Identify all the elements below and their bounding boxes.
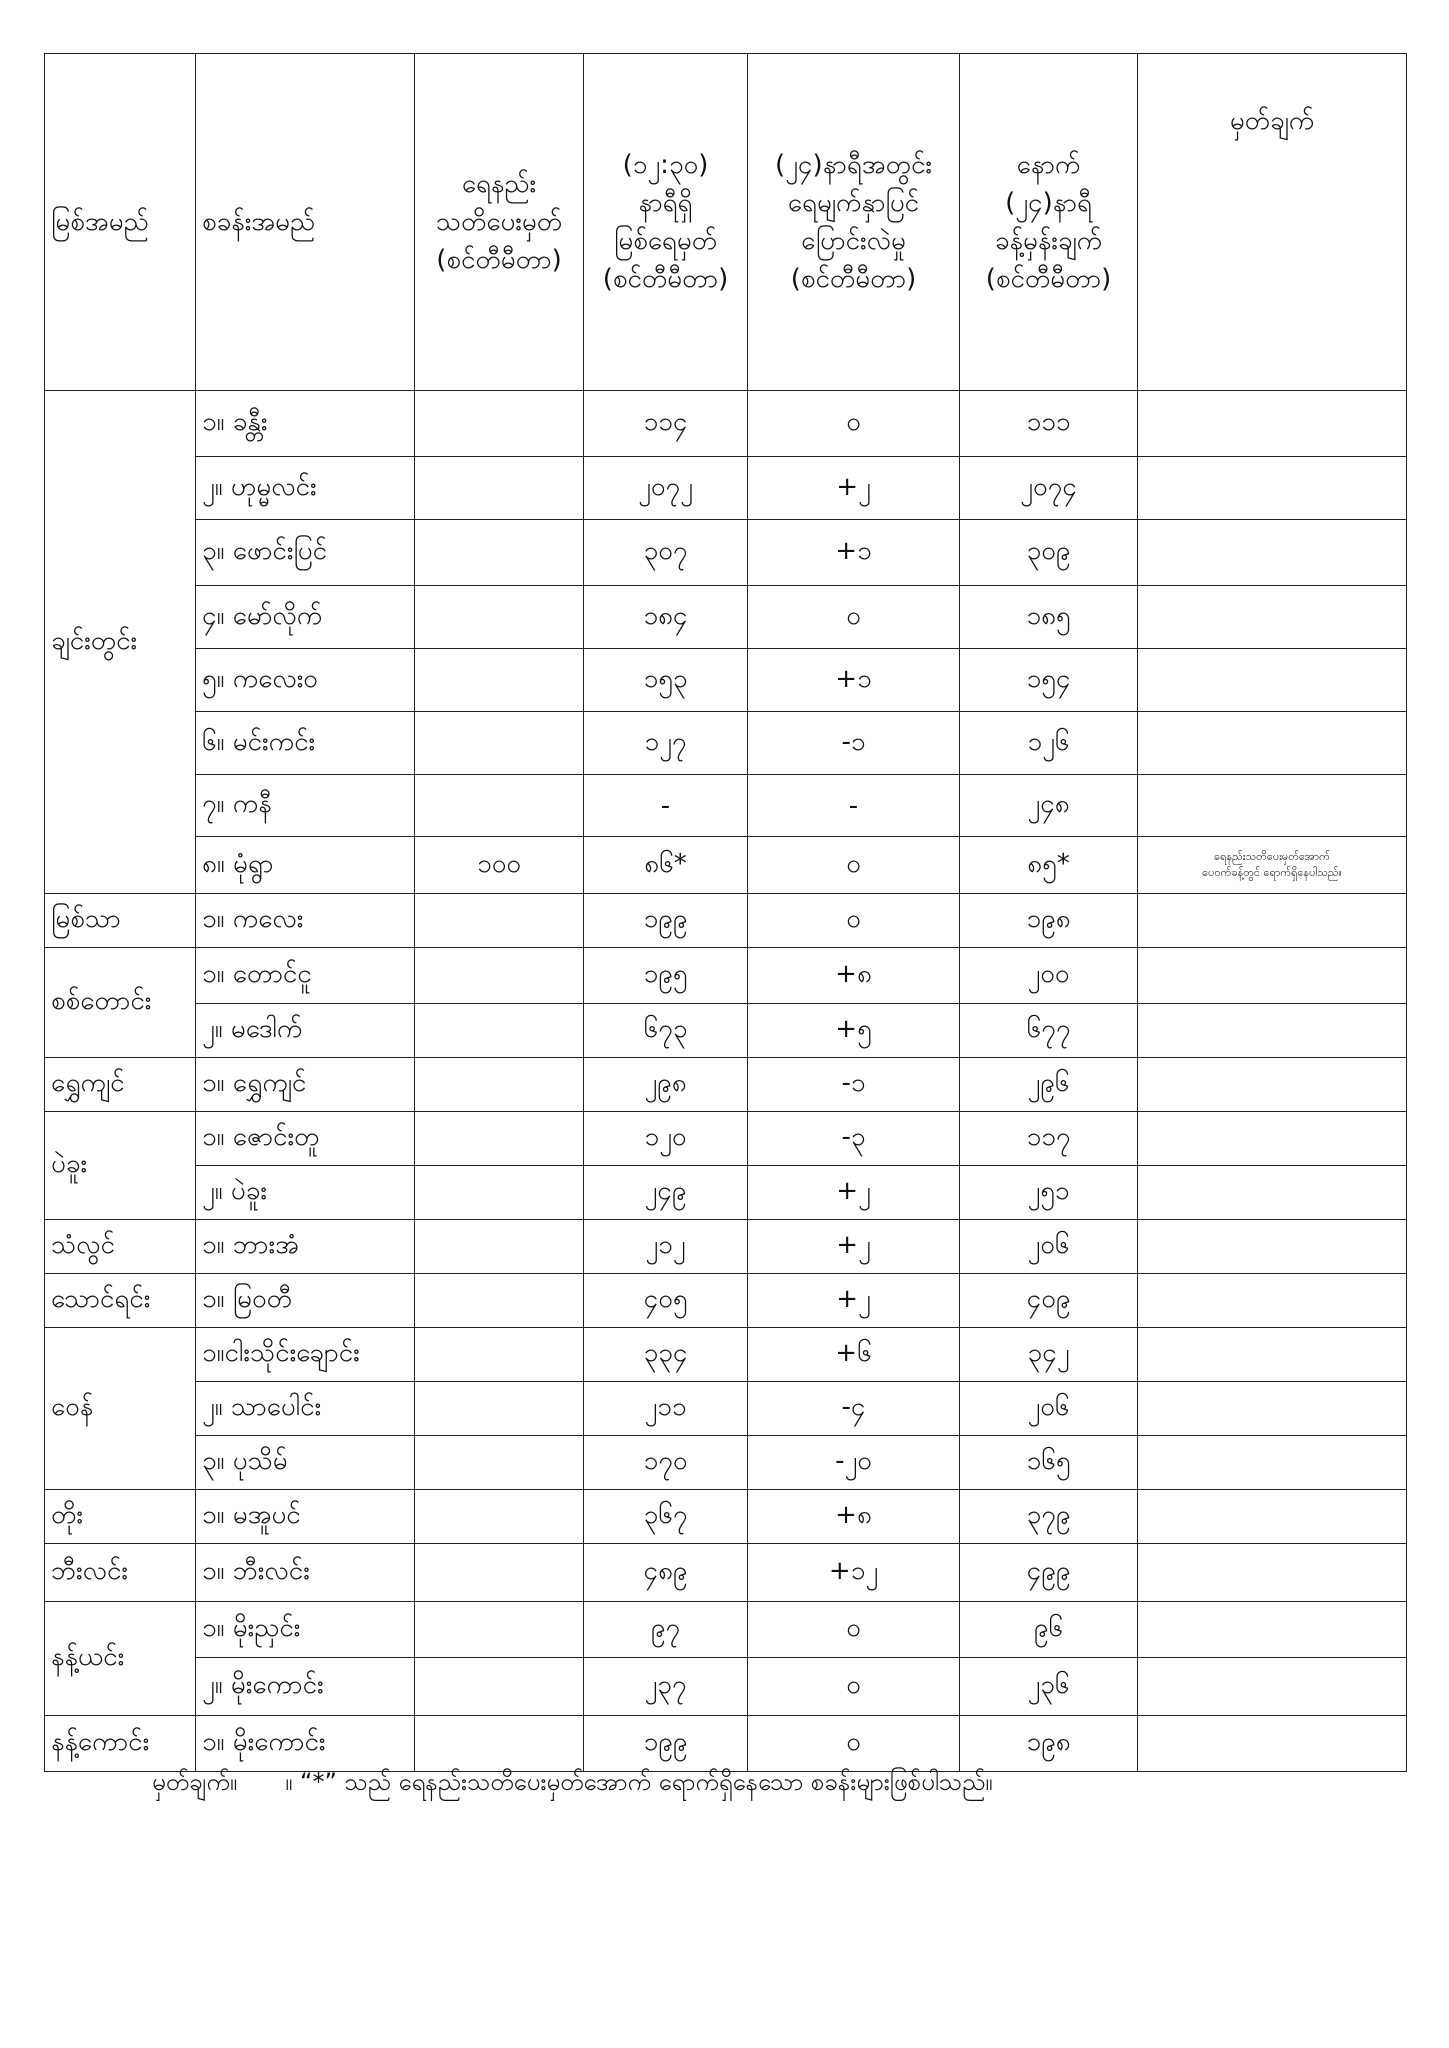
low-warning-value [415, 1544, 584, 1602]
remark-value [1138, 1058, 1407, 1112]
change-value: ၀ [748, 894, 960, 948]
remark-value [1138, 1544, 1407, 1602]
forecast-value: ၁၁၇ [960, 1112, 1138, 1166]
station-name: ၂။ ပဲခူး [196, 1166, 415, 1220]
footnote-label: မှတ်ချက်။ [152, 1768, 238, 1796]
low-warning-value [415, 586, 584, 649]
low-warning-value [415, 1328, 584, 1382]
change-value: +၈ [748, 948, 960, 1004]
water-level-value: ၄၀၅ [584, 1274, 748, 1328]
remark-value: ရေနည်းသတိပေးမှတ်အောက် ပေ၀က်ခန့်တွင် ရောက်ရှိနေပါသည်။ [1138, 837, 1407, 894]
forecast-value: ၂၀၀ [960, 948, 1138, 1004]
table-row [45, 1166, 1407, 1220]
table-row [45, 894, 1407, 948]
change-value: - [748, 775, 960, 837]
forecast-value: ၁၁၁ [960, 391, 1138, 457]
station-name: ၁။ မိုးကောင်း [196, 1716, 415, 1772]
station-name: ၁။ ကလေး [196, 894, 415, 948]
change-value: ၀ [748, 837, 960, 894]
table-row [45, 649, 1407, 712]
table-row [45, 1436, 1407, 1490]
header-low-warning-level: ရေနည်း သတိပေးမှတ် (စင်တီမီတာ) [415, 54, 584, 391]
river-level-table [44, 53, 1407, 1772]
forecast-value: ၄၉၉ [960, 1544, 1138, 1602]
forecast-value: ၉၆ [960, 1602, 1138, 1658]
table-row [45, 1220, 1407, 1274]
remark-value [1138, 1004, 1407, 1058]
forecast-value: ၂၀၆ [960, 1382, 1138, 1436]
change-value: +၂ [748, 1166, 960, 1220]
low-warning-value [415, 457, 584, 520]
table-row [45, 1658, 1407, 1716]
water-level-value: - [584, 775, 748, 837]
station-name: ၂။ မိုးကောင်း [196, 1658, 415, 1716]
forecast-value: ၁၅၄ [960, 649, 1138, 712]
low-warning-value [415, 649, 584, 712]
station-name: ၈။ မုံရွာ [196, 837, 415, 894]
change-value: ၀ [748, 1602, 960, 1658]
remark-value [1138, 1436, 1407, 1490]
change-value: ၀ [748, 1716, 960, 1772]
water-level-value: ၁၉၉ [584, 1716, 748, 1772]
station-name: ၁။ ခန္တီး [196, 391, 415, 457]
water-level-value: ၂၉၈ [584, 1058, 748, 1112]
remark-value [1138, 1274, 1407, 1328]
low-warning-value [415, 1490, 584, 1544]
low-warning-value: ၁၀၀ [415, 837, 584, 894]
forecast-value: ၁၂၆ [960, 712, 1138, 775]
change-value: +၂ [748, 1274, 960, 1328]
station-name: ၆။ မင်းကင်း [196, 712, 415, 775]
table-row [45, 1328, 1407, 1382]
table-header-row [45, 54, 1407, 391]
change-value: +၅ [748, 1004, 960, 1058]
station-name: ၂။ မဒေါက် [196, 1004, 415, 1058]
table-row [45, 948, 1407, 1004]
table-row [45, 837, 1407, 894]
low-warning-value [415, 1716, 584, 1772]
low-warning-value [415, 1602, 584, 1658]
water-level-value: ၂၀၇၂ [584, 457, 748, 520]
table-row [45, 1004, 1407, 1058]
remark-value [1138, 1490, 1407, 1544]
low-warning-value [415, 1004, 584, 1058]
remark-value [1138, 520, 1407, 586]
water-level-value: ၂၄၉ [584, 1166, 748, 1220]
water-level-value: ၁၉၅ [584, 948, 748, 1004]
low-warning-value [415, 1058, 584, 1112]
low-warning-value [415, 948, 584, 1004]
table-row [45, 1544, 1407, 1602]
forecast-value: ၆၇၇ [960, 1004, 1138, 1058]
remark-value [1138, 1220, 1407, 1274]
low-warning-value [415, 1436, 584, 1490]
water-level-value: ၁၇၀ [584, 1436, 748, 1490]
forecast-value: ၂၃၆ [960, 1658, 1138, 1716]
low-warning-value [415, 520, 584, 586]
forecast-value: ၂၄၈ [960, 775, 1138, 837]
table-row [45, 391, 1407, 457]
water-level-value: ၃၆၇ [584, 1490, 748, 1544]
water-level-value: ၃၃၄ [584, 1328, 748, 1382]
change-value: +၂ [748, 457, 960, 520]
river-name: ဝေန် [45, 1328, 196, 1490]
water-level-value: ၂၁၁ [584, 1382, 748, 1436]
river-name: စစ်တောင်း [45, 948, 196, 1058]
forecast-value: ၂၉၆ [960, 1058, 1138, 1112]
footnote [152, 1766, 993, 1802]
low-warning-value [415, 1274, 584, 1328]
remark-value [1138, 1658, 1407, 1716]
water-level-value: ၃၀၇ [584, 520, 748, 586]
table-row [45, 1382, 1407, 1436]
remark-value [1138, 1602, 1407, 1658]
table-row [45, 712, 1407, 775]
table-row [45, 1716, 1407, 1772]
header-24h-change: (၂၄)နာရီအတွင်း ရေမျက်နှာပြင် ပြောင်းလဲမှု (စင်တီမီတာ) [748, 54, 960, 391]
forecast-value: ၁၉၈ [960, 894, 1138, 948]
water-level-value: ၈၆* [584, 837, 748, 894]
remark-value [1138, 775, 1407, 837]
river-name: နန့်ကောင်း [45, 1716, 196, 1772]
forecast-value: ၈၅* [960, 837, 1138, 894]
change-value: ၀ [748, 1658, 960, 1716]
header-remarks: မှတ်ချက် [1138, 54, 1407, 391]
low-warning-value [415, 1166, 584, 1220]
forecast-value: ၁၉၈ [960, 1716, 1138, 1772]
remark-value [1138, 1716, 1407, 1772]
station-name: ၂။ ဟုမ္မလင်း [196, 457, 415, 520]
table-row [45, 520, 1407, 586]
water-level-value: ၂၁၂ [584, 1220, 748, 1274]
river-name: နန့်ယင်း [45, 1602, 196, 1716]
water-level-value: ၄၈၉ [584, 1544, 748, 1602]
change-value: -၁ [748, 712, 960, 775]
station-name: ၁။ ဘီးလင်း [196, 1544, 415, 1602]
low-warning-value [415, 391, 584, 457]
water-level-value: ၁၁၄ [584, 391, 748, 457]
station-name: ၁။ငါးသိုင်းချောင်း [196, 1328, 415, 1382]
header-river-name: မြစ်အမည် [45, 54, 196, 391]
water-level-value: ၁၈၄ [584, 586, 748, 649]
forecast-value: ၂၅၁ [960, 1166, 1138, 1220]
river-name: သံလွင် [45, 1220, 196, 1274]
table-row [45, 1112, 1407, 1166]
remark-value [1138, 1166, 1407, 1220]
change-value: +၁၂ [748, 1544, 960, 1602]
table-row [45, 1274, 1407, 1328]
change-value: +၆ [748, 1328, 960, 1382]
water-level-value: ၁၂၇ [584, 712, 748, 775]
change-value: +၈ [748, 1490, 960, 1544]
remark-value [1138, 1112, 1407, 1166]
river-name: ချင်းတွင်း [45, 391, 196, 894]
forecast-value: ၃၄၂ [960, 1328, 1138, 1382]
low-warning-value [415, 712, 584, 775]
river-name: ရွှေကျင် [45, 1058, 196, 1112]
table-row [45, 586, 1407, 649]
water-level-value: ၁၂၀ [584, 1112, 748, 1166]
station-name: ၁။ မြဝတီ [196, 1274, 415, 1328]
table-body [45, 391, 1407, 1772]
footnote-text: ။ “*” သည် ရေနည်းသတိပေးမှတ်အောက် ရောက်ရှိနေသော စခန်းများဖြစ်ပါသည်။ [285, 1768, 993, 1796]
forecast-value: ၁၈၅ [960, 586, 1138, 649]
station-name: ၁။ မအူပင် [196, 1490, 415, 1544]
low-warning-value [415, 1220, 584, 1274]
station-name: ၁။ တောင်ငူ [196, 948, 415, 1004]
low-warning-value [415, 1382, 584, 1436]
remark-value [1138, 649, 1407, 712]
water-level-value: ၁၅၃ [584, 649, 748, 712]
station-name: ၃။ ပုသိမ် [196, 1436, 415, 1490]
river-name: ပဲခူး [45, 1112, 196, 1220]
remark-value [1138, 457, 1407, 520]
change-value: +၁ [748, 649, 960, 712]
low-warning-value [415, 894, 584, 948]
forecast-value: ၂၀၇၄ [960, 457, 1138, 520]
station-name: ၁။ ဇောင်းတူ [196, 1112, 415, 1166]
river-name: ဘီးလင်း [45, 1544, 196, 1602]
station-name: ၂။ သာပေါင်း [196, 1382, 415, 1436]
river-name: သောင်ရင်း [45, 1274, 196, 1328]
station-name: ၁။ ရွှေကျင် [196, 1058, 415, 1112]
low-warning-value [415, 775, 584, 837]
forecast-value: ၁၆၅ [960, 1436, 1138, 1490]
remark-value [1138, 586, 1407, 649]
header-24h-forecast: နောက် (၂၄)နာရီ ခန့်မှန်းချက် (စင်တီမီတာ) [960, 54, 1138, 391]
forecast-value: ၄၀၉ [960, 1274, 1138, 1328]
change-value: +၁ [748, 520, 960, 586]
remark-value [1138, 391, 1407, 457]
river-name: မြစ်သာ [45, 894, 196, 948]
forecast-value: ၂၀၆ [960, 1220, 1138, 1274]
low-warning-value [415, 1658, 584, 1716]
table-row [45, 457, 1407, 520]
change-value: -၂၀ [748, 1436, 960, 1490]
header-station-name: စခန်းအမည် [196, 54, 415, 391]
water-level-value: ၆၇၃ [584, 1004, 748, 1058]
table-row [45, 1490, 1407, 1544]
station-name: ၅။ ကလေးဝ [196, 649, 415, 712]
table-row [45, 1058, 1407, 1112]
remark-value [1138, 948, 1407, 1004]
change-value: -၁ [748, 1058, 960, 1112]
table-row [45, 775, 1407, 837]
water-level-value: ၁၉၉ [584, 894, 748, 948]
change-value: ၀ [748, 586, 960, 649]
change-value: +၂ [748, 1220, 960, 1274]
forecast-value: ၃၇၉ [960, 1490, 1138, 1544]
station-name: ၁။ ဘားအံ [196, 1220, 415, 1274]
forecast-value: ၃၀၉ [960, 520, 1138, 586]
change-value: ၀ [748, 391, 960, 457]
station-name: ၄။ မော်လိုက် [196, 586, 415, 649]
remark-value [1138, 712, 1407, 775]
station-name: ၁။ မိုးညှင်း [196, 1602, 415, 1658]
change-value: -၃ [748, 1112, 960, 1166]
station-name: ၇။ ကနီ [196, 775, 415, 837]
river-name: တိုး [45, 1490, 196, 1544]
table-row [45, 1602, 1407, 1658]
remark-value [1138, 1328, 1407, 1382]
change-value: -၄ [748, 1382, 960, 1436]
remark-value [1138, 894, 1407, 948]
water-level-value: ၉၇ [584, 1602, 748, 1658]
remark-value [1138, 1382, 1407, 1436]
station-name: ၃။ ဖောင်းပြင် [196, 520, 415, 586]
header-water-level: (၁၂:၃၀) နာရီရှိ မြစ်ရေမှတ် (စင်တီမီတာ) [584, 54, 748, 391]
water-level-value: ၂၃၇ [584, 1658, 748, 1716]
low-warning-value [415, 1112, 584, 1166]
